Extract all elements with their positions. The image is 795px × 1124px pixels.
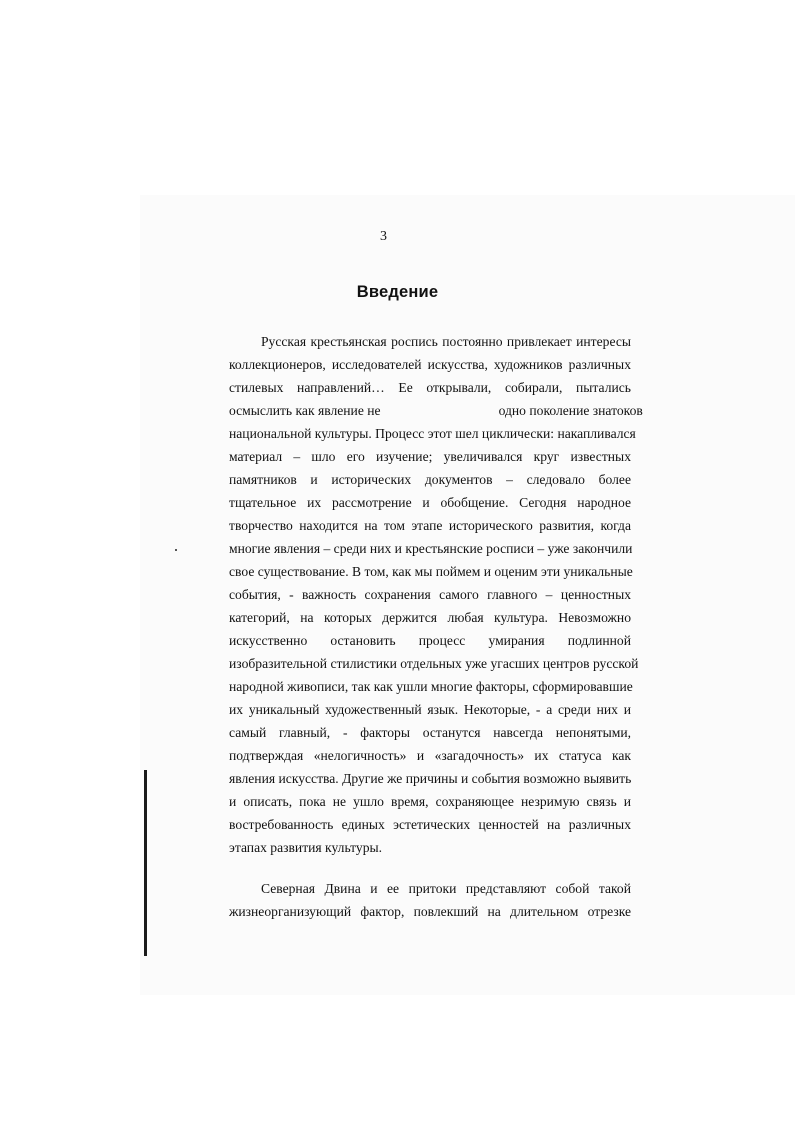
text-line: подтверждая «нелогичность» и «загадочность» их статуса как <box>229 748 631 763</box>
text-line: тщательное их рассмотрение и обобщение. Сегодня народное <box>229 495 631 510</box>
text-line: многие явления – среди них и крестьянские росписи – уже закончили <box>229 541 633 556</box>
text-line: материал – шло его изучение; увеличивался круг известных <box>229 449 631 464</box>
text-line: коллекционеров, исследователей искусства, художников различных <box>229 357 631 372</box>
text-line: категорий, на которых держится любая культура. Невозможно <box>229 610 631 625</box>
text-line: самый главный, - факторы останутся навсегда непонятыми, <box>229 725 631 740</box>
text-line: события, - важность сохранения самого главного – ценностных <box>229 587 631 602</box>
text-line-split <box>229 399 643 422</box>
text-line: памятников и исторических документов – следовало более <box>229 472 631 487</box>
text-line: востребованность единых эстетических ценностей на различных <box>229 817 631 832</box>
page-number: 3 <box>380 229 387 244</box>
text-line: свое существование. В том, как мы поймем и оценим эти уникальные <box>229 564 633 579</box>
text-line: изобразительной стилистики отдельных уже угасших центров русской <box>229 656 639 671</box>
text-line: и описать, пока не ушло время, сохраняющее незримую связь и <box>229 794 631 809</box>
text-line: явления искусства. Другие же причины и события возможно выявить <box>229 771 632 786</box>
text-line-part: осмыслить как явление не <box>229 403 381 418</box>
text-line: Северная Двина и ее притоки представляют собой такой <box>261 881 631 896</box>
scan-margin-mark <box>144 770 147 956</box>
page-title: Введение <box>356 283 439 301</box>
text-line: Русская крестьянская роспись постоянно привлекает интересы <box>261 334 631 349</box>
scan-speck <box>175 549 177 551</box>
text-line: искусственно остановить процесс умирания подлинной <box>229 633 631 648</box>
text-line: стилевых направлений… Ее открывали, собирали, пытались <box>229 380 631 395</box>
text-line: их уникальный художественный язык. Некоторые, - а среди них и <box>229 702 631 717</box>
text-line: жизнеорганизующий фактор, повлекший на длительном отрезке <box>229 904 631 919</box>
text-line: творчество находится на том этапе исторического развития, когда <box>229 518 631 533</box>
paragraph-introduction <box>229 330 643 859</box>
text-line: народной живописи, так как ушли многие факторы, сформировавшие <box>229 679 633 694</box>
text-line: этапах развития культуры. <box>229 840 383 855</box>
text-line: национальной культуры. Процесс этот шел циклически: накапливался <box>229 426 636 441</box>
text-line-part: одно поколение знатоков <box>498 403 643 418</box>
paragraph-dvina <box>229 877 631 923</box>
